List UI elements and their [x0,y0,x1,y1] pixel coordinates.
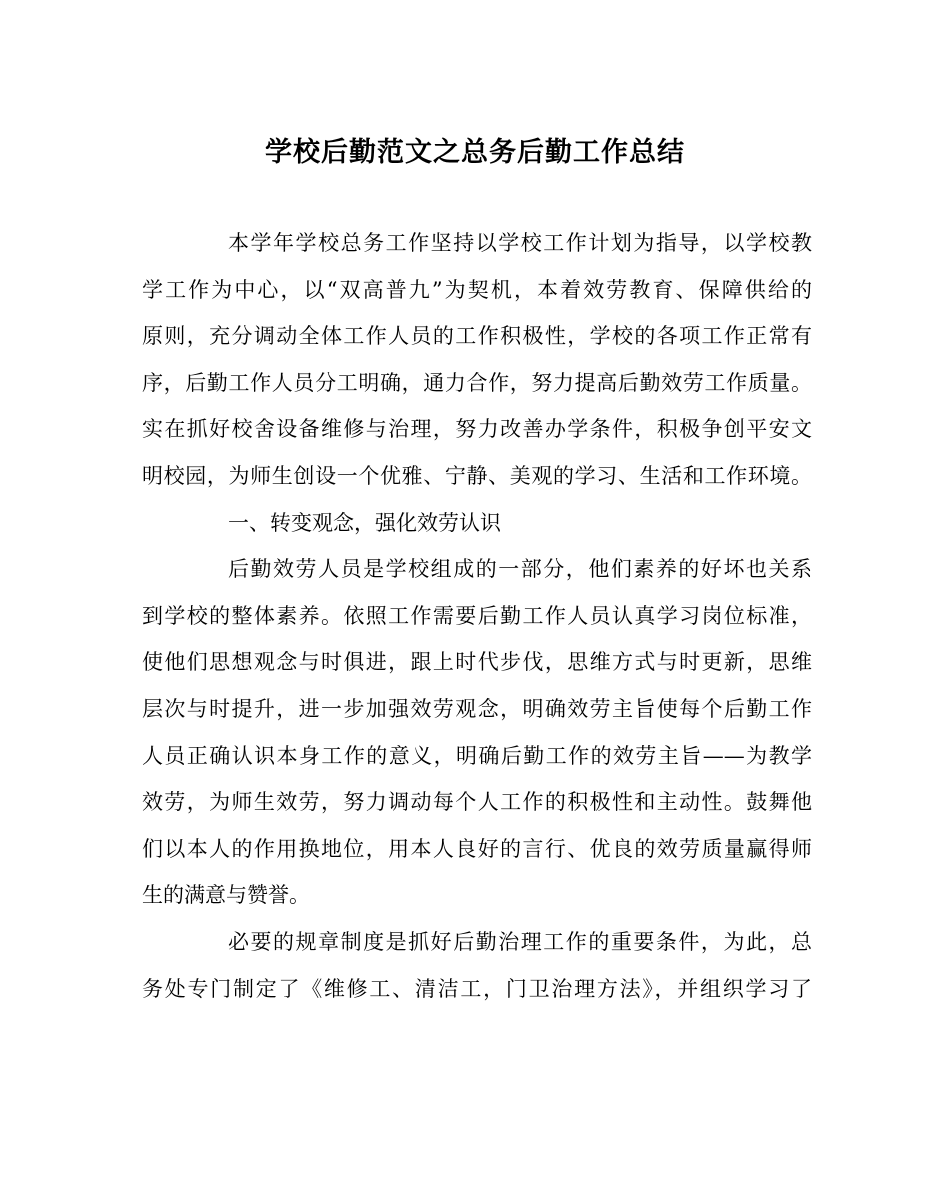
text-line: 本学年学校总务工作坚持以学校工作计划为指导，以学校教 [228,231,812,255]
text-line: 原则，充分调动全体工作人员的工作积极性，学校的各项工作正常有 [142,324,812,349]
text-line: 使他们思想观念与时俱进，跟上时代步伐，思维方式与时更新，思维 [142,650,812,675]
text-line: 们以本人的作用换地位，用本人良好的言行、优良的效劳质量赢得师 [142,836,812,861]
text-line: 学工作为中心，以“双高普九”为契机，本着效劳教育、保障供给的 [142,277,812,302]
text-line: 明校园，为师生创设一个优雅、宁静、美观的学习、生活和工作环境。 [142,463,812,488]
text-line: 实在抓好校舍设备维修与治理，努力改善办学条件，积极争创平安文 [142,417,812,442]
document-body [142,220,812,1012]
text-line: 效劳，为师生效劳，努力调动每个人工作的积极性和主动性。鼓舞他 [142,790,812,815]
text-line: 人员正确认识本身工作的意义，明确后勤工作的效劳主旨——为教学 [142,743,812,768]
paragraph-intro [142,220,812,500]
text-line: 到学校的整体素养。依照工作需要后勤工作人员认真学习岗位标准， [142,603,812,628]
paragraph-service [142,546,812,919]
text-line: 一、转变观念，强化效劳认识 [228,510,501,535]
text-line: 必要的规章制度是抓好后勤治理工作的重要条件，为此，总 [228,929,812,954]
section-heading [142,500,812,547]
text-line: 后勤效劳人员是学校组成的一部分，他们素养的好坏也关系 [228,557,812,582]
text-line: 生的满意与赞誉。 [142,883,310,908]
text-line: 务处专门制定了《维修工、清洁工，门卫治理方法》，并组织学习了 [142,976,812,1001]
text-line: 层次与时提升，进一步加强效劳观念，明确效劳主旨使每个后勤工作 [142,696,812,721]
paragraph-rules [142,919,812,1012]
text-line: 序，后勤工作人员分工明确，通力合作，努力提高后勤效劳工作质量。 [142,370,812,395]
document-title: 学校后勤范文之总务后勤工作总结 [265,137,685,168]
